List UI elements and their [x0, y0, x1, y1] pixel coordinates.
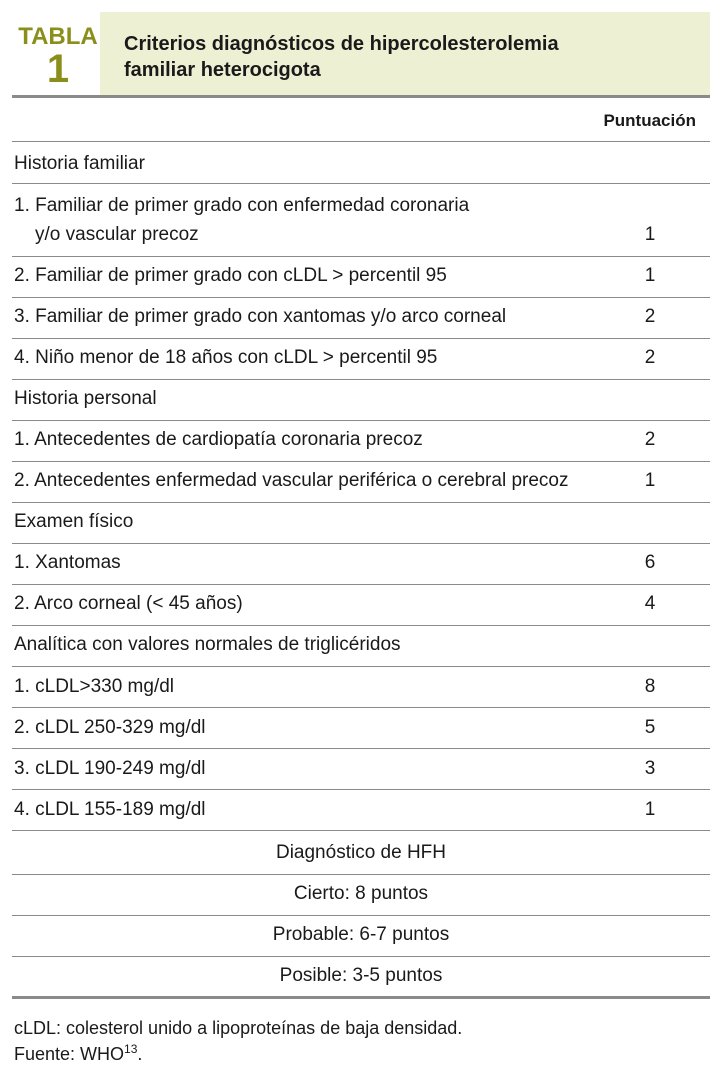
row-label: 1. Familiar de primer grado con enfermedad coronaria [14, 195, 470, 216]
section-title-label: Historia familiar [14, 153, 145, 174]
row-divider [12, 830, 710, 831]
footnote-source-end: . [137, 1044, 143, 1064]
row-divider [12, 141, 710, 142]
row-score: 1 [644, 224, 656, 245]
row-divider [12, 543, 710, 544]
row-label: 4. Niño menor de 18 años con cLDL > percentil 95 [14, 347, 438, 368]
row-score: 8 [644, 676, 656, 697]
row-divider [12, 707, 710, 708]
row-label: 2. Familiar de primer grado con cLDL > percentil 95 [14, 265, 447, 286]
row-divider [12, 379, 710, 380]
row-divider [12, 420, 710, 421]
header-rule [12, 95, 710, 98]
row-label-continuation: y/o vascular precoz [35, 224, 199, 245]
row-label: 3. Familiar de primer grado con xantomas y/o arco corneal [14, 306, 507, 327]
row-label: 1. cLDL>330 mg/dl [14, 676, 175, 697]
row-score: 2 [644, 429, 656, 450]
row-score: 1 [644, 799, 656, 820]
row-divider [12, 584, 710, 585]
table-footnote [14, 1015, 704, 1067]
row-score: 1 [644, 265, 656, 286]
row-divider [12, 789, 710, 790]
footnote-source-text: Fuente: WHO [14, 1044, 125, 1064]
row-divider [12, 748, 710, 749]
section-title-label: Historia personal [14, 388, 157, 409]
row-label: 2. Antecedentes enfermedad vascular periférica o cerebral precoz [14, 470, 569, 491]
table-tag-word: TABLA [18, 23, 98, 50]
row-divider [12, 256, 710, 257]
table-header [12, 12, 710, 95]
row-divider [12, 874, 710, 875]
diagnosis-row: Cierto: 8 puntos [293, 883, 429, 904]
row-divider [12, 338, 710, 339]
table-tag [12, 12, 100, 95]
row-label: 3. cLDL 190-249 mg/dl [14, 758, 206, 779]
column-header-score: Puntuación [603, 111, 696, 130]
section-title-label: Examen físico [14, 511, 134, 532]
row-divider [12, 297, 710, 298]
row-score: 4 [644, 593, 656, 614]
row-divider [12, 183, 710, 184]
row-label: 2. Arco corneal (< 45 años) [14, 593, 243, 614]
row-label: 2. cLDL 250-329 mg/dl [14, 717, 206, 738]
row-divider [12, 461, 710, 462]
section-title-label: Analítica con valores normales de triglicéridos [14, 634, 401, 655]
row-label: 1. Antecedentes de cardiopatía coronaria precoz [14, 429, 423, 450]
row-divider [12, 915, 710, 916]
footnote-source [14, 1041, 704, 1067]
table-title-line-2: familiar heterocigota [124, 59, 321, 81]
row-score: 5 [644, 717, 656, 738]
diagnosis-row: Probable: 6-7 puntos [272, 924, 450, 945]
diagnosis-title: Diagnóstico de HFH [275, 842, 447, 863]
row-divider [12, 956, 710, 957]
row-divider [12, 625, 710, 626]
footnote-reference-number: 13 [124, 1042, 138, 1056]
row-score: 2 [644, 347, 656, 368]
table-title [124, 31, 684, 83]
row-score: 1 [644, 470, 656, 491]
table-tag-number: 1 [46, 47, 70, 91]
table-bottom-rule [12, 996, 710, 999]
row-label: 4. cLDL 155-189 mg/dl [14, 799, 206, 820]
footnote-abbreviation: cLDL: colesterol unido a lipoproteínas de baja densidad. [14, 1018, 463, 1038]
row-label: 1. Xantomas [14, 552, 121, 573]
row-divider [12, 666, 710, 667]
row-score: 3 [644, 758, 656, 779]
diagnosis-row: Posible: 3-5 puntos [279, 965, 443, 986]
row-score: 6 [644, 552, 656, 573]
row-score: 2 [644, 306, 656, 327]
table-title-line-1: Criterios diagnósticos de hipercolesterolemia [124, 33, 559, 55]
row-divider [12, 502, 710, 503]
